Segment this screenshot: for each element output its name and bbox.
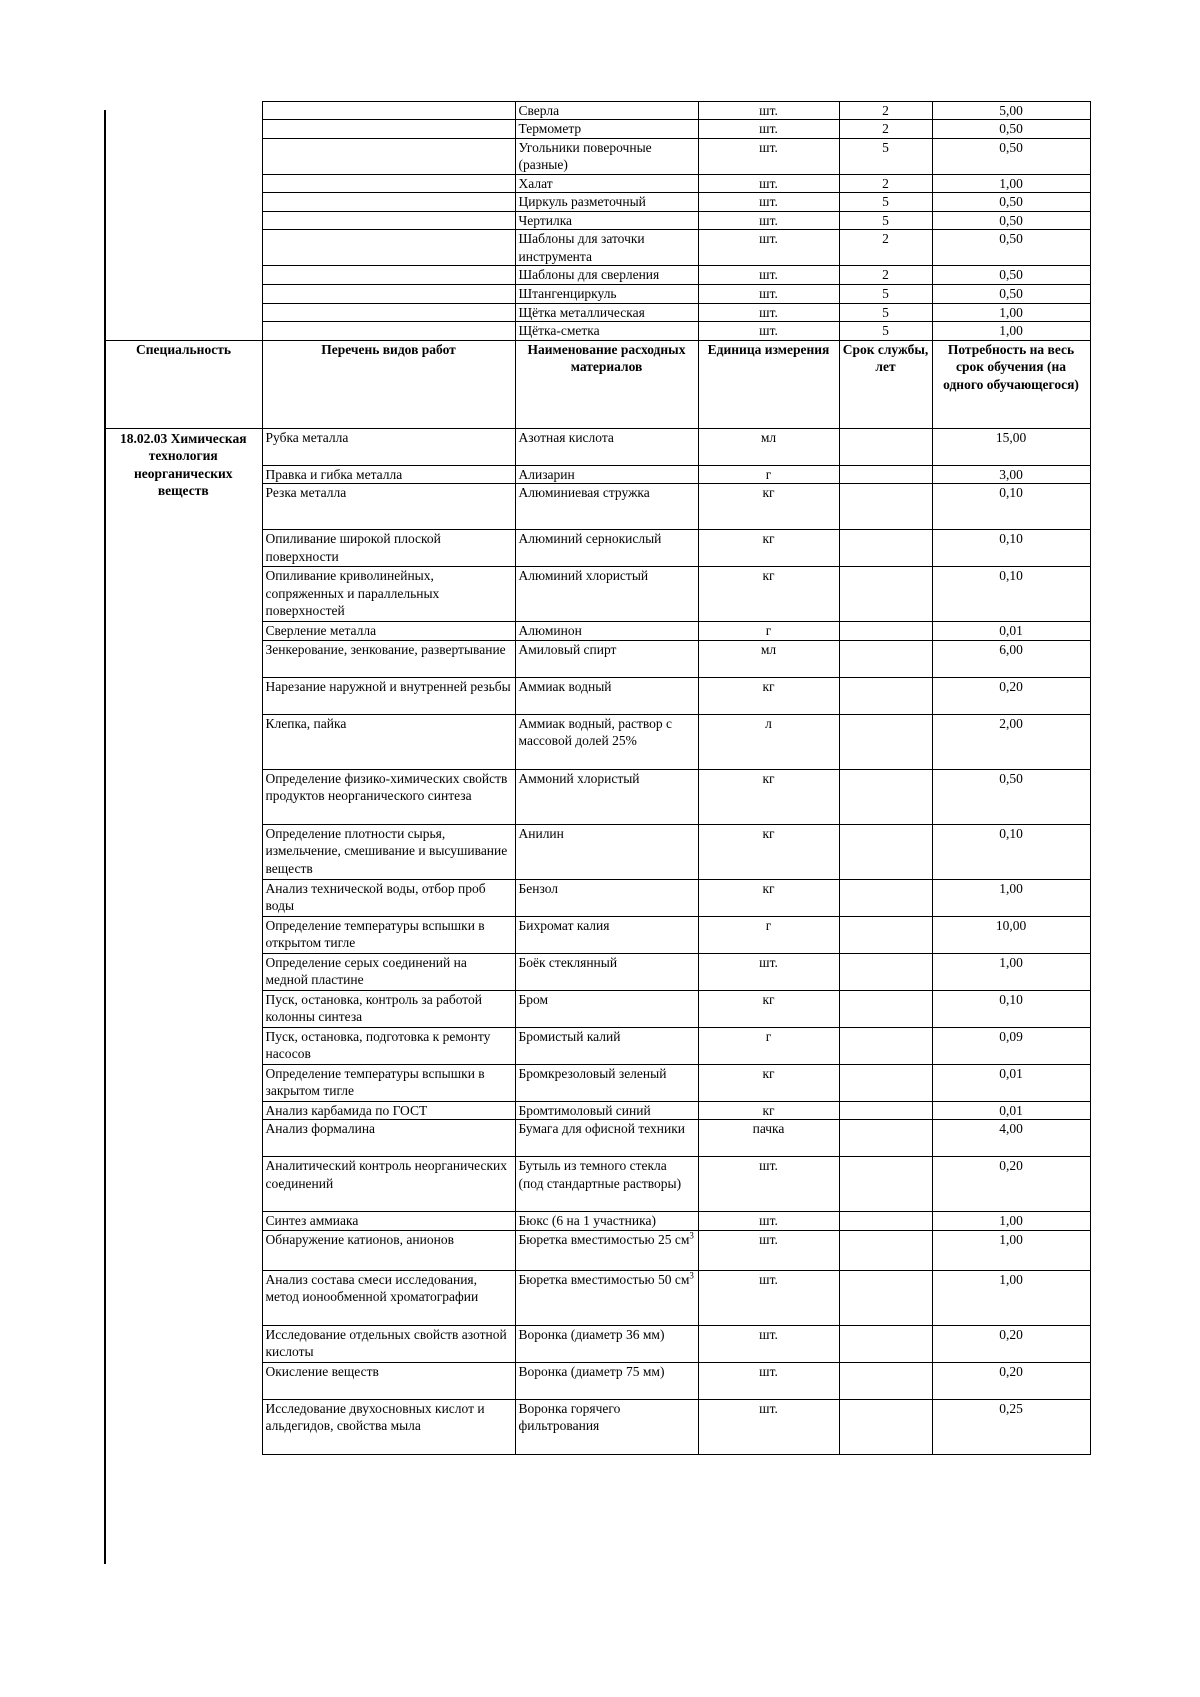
material-cell: Бензол (515, 879, 698, 916)
table-row (0, 322, 1090, 341)
life-cell (839, 1027, 932, 1064)
unit-cell: шт. (698, 101, 839, 120)
life-cell: 5 (839, 138, 932, 174)
life-cell: 2 (839, 174, 932, 193)
material-cell: Ализарин (515, 465, 698, 484)
material-cell: Азотная кислота (515, 428, 698, 465)
table-row (0, 303, 1090, 322)
need-cell: 0,25 (932, 1399, 1090, 1454)
life-cell (839, 640, 932, 677)
left-margin-cell (0, 1120, 105, 1157)
left-margin-cell (0, 138, 105, 174)
unit-cell: кг (698, 677, 839, 714)
need-cell: 1,00 (932, 174, 1090, 193)
need-cell: 0,10 (932, 567, 1090, 622)
left-margin-cell (0, 990, 105, 1027)
need-cell: 0,50 (932, 266, 1090, 285)
life-cell: 5 (839, 303, 932, 322)
life-cell (839, 428, 932, 465)
material-cell: Аммиак водный, раствор с массовой долей 25% (515, 714, 698, 769)
life-cell (839, 769, 932, 824)
need-cell: 2,00 (932, 714, 1090, 769)
need-cell: 1,00 (932, 879, 1090, 916)
life-cell (839, 879, 932, 916)
work-cell: Зенкерование, зенкование, развертывание (262, 640, 515, 677)
unit-cell: шт. (698, 1212, 839, 1231)
left-margin-cell (0, 484, 105, 530)
life-cell: 2 (839, 120, 932, 139)
material-cell: Алюминон (515, 622, 698, 641)
life-cell: 2 (839, 266, 932, 285)
specialty-cell (105, 101, 262, 120)
life-cell (839, 484, 932, 530)
need-cell: 10,00 (932, 916, 1090, 953)
unit-cell: кг (698, 567, 839, 622)
life-cell (839, 1101, 932, 1120)
specialty-cell (105, 266, 262, 285)
work-cell: Определение температуры вспышки в закрытом тигле (262, 1064, 515, 1101)
material-cell: Воронка (диаметр 36 мм) (515, 1325, 698, 1362)
need-cell: 5,00 (932, 101, 1090, 120)
left-margin-cell (0, 465, 105, 484)
life-cell (839, 1230, 932, 1270)
left-margin-cell (0, 622, 105, 641)
unit-cell: г (698, 465, 839, 484)
table-row (0, 428, 1090, 465)
need-cell: 1,00 (932, 953, 1090, 990)
unit-cell: шт. (698, 120, 839, 139)
life-cell: 5 (839, 211, 932, 230)
work-cell: Анализ карбамида по ГОСТ (262, 1101, 515, 1120)
material-cell: Алюминиевая стружка (515, 484, 698, 530)
header-works: Перечень видов работ (262, 340, 515, 428)
work-cell (262, 120, 515, 139)
life-cell (839, 824, 932, 879)
work-cell: Рубка металла (262, 428, 515, 465)
material-cell: Чертилка (515, 211, 698, 230)
life-cell (839, 1157, 932, 1212)
material-cell: Бромкрезоловый зеленый (515, 1064, 698, 1101)
work-cell (262, 303, 515, 322)
unit-cell: кг (698, 530, 839, 567)
unit-cell: шт. (698, 303, 839, 322)
need-cell: 0,10 (932, 990, 1090, 1027)
left-margin-cell (0, 824, 105, 879)
life-cell (839, 990, 932, 1027)
left-margin-cell (0, 677, 105, 714)
work-cell: Клепка, пайка (262, 714, 515, 769)
material-cell: Аммоний хлористый (515, 769, 698, 824)
left-margin-cell (0, 266, 105, 285)
work-cell (262, 322, 515, 341)
material-cell: Анилин (515, 824, 698, 879)
need-cell: 0,01 (932, 1101, 1090, 1120)
table-row (0, 101, 1090, 120)
unit-cell: шт. (698, 284, 839, 303)
table-row (0, 138, 1090, 174)
table-row (0, 193, 1090, 212)
work-cell (262, 174, 515, 193)
need-cell: 0,50 (932, 120, 1090, 139)
left-margin-cell (0, 284, 105, 303)
material-text: Бюретка вместимостью 50 см (518, 1271, 690, 1287)
need-cell: 0,09 (932, 1027, 1090, 1064)
material-cell: Бром (515, 990, 698, 1027)
need-cell: 1,00 (932, 1230, 1090, 1270)
life-cell (839, 1270, 932, 1325)
life-cell (839, 622, 932, 641)
specialty-cell (105, 211, 262, 230)
left-margin-cell (0, 428, 105, 465)
need-cell: 0,50 (932, 193, 1090, 212)
left-margin-cell (0, 303, 105, 322)
unit-cell: шт. (698, 193, 839, 212)
unit-cell: кг (698, 1064, 839, 1101)
need-cell: 1,00 (932, 322, 1090, 341)
unit-cell: шт. (698, 230, 839, 266)
left-margin-cell (0, 1270, 105, 1325)
material-cell: Халат (515, 174, 698, 193)
material-cell: Бутыль из темного стекла (под стандартные растворы) (515, 1157, 698, 1212)
unit-cell: мл (698, 428, 839, 465)
need-cell: 15,00 (932, 428, 1090, 465)
need-cell: 0,10 (932, 824, 1090, 879)
left-margin-cell (0, 322, 105, 341)
specialty-cell (105, 322, 262, 341)
work-cell: Анализ технической воды, отбор проб воды (262, 879, 515, 916)
work-cell: Анализ состава смеси исследования, метод ионообменной хроматографии (262, 1270, 515, 1325)
table-row (0, 230, 1090, 266)
specialty-cell (105, 174, 262, 193)
unit-cell: г (698, 916, 839, 953)
unit-cell: г (698, 1027, 839, 1064)
unit-cell: л (698, 714, 839, 769)
work-cell: Опиливание широкой плоской поверхности (262, 530, 515, 567)
work-cell: Определение серых соединений на медной пластине (262, 953, 515, 990)
life-cell (839, 1325, 932, 1362)
left-margin-cell (0, 120, 105, 139)
life-cell: 5 (839, 322, 932, 341)
header-unit: Единица измерения (698, 340, 839, 428)
header-specialty: Специальность (105, 340, 262, 428)
table-row (0, 120, 1090, 139)
left-margin-cell (0, 640, 105, 677)
unit-cell: шт. (698, 1399, 839, 1454)
left-margin-cell (0, 1325, 105, 1362)
material-cell: Воронка горячего фильтрования (515, 1399, 698, 1454)
unit-cell: шт. (698, 138, 839, 174)
material-cell: Бромтимоловый синий (515, 1101, 698, 1120)
left-margin-cell (0, 530, 105, 567)
need-cell: 0,50 (932, 211, 1090, 230)
material-cell: Штангенциркуль (515, 284, 698, 303)
work-cell (262, 284, 515, 303)
material-cell: Угольники поверочные (разные) (515, 138, 698, 174)
left-margin-cell (0, 340, 105, 428)
material-cell: Аммиак водный (515, 677, 698, 714)
work-cell (262, 101, 515, 120)
need-cell: 1,00 (932, 1212, 1090, 1231)
material-cell: Воронка (диаметр 75 мм) (515, 1362, 698, 1399)
work-cell (262, 211, 515, 230)
life-cell: 2 (839, 101, 932, 120)
life-cell (839, 953, 932, 990)
left-margin-cell (0, 916, 105, 953)
left-margin-cell (0, 211, 105, 230)
need-cell: 0,01 (932, 622, 1090, 641)
need-cell: 1,00 (932, 303, 1090, 322)
specialty-cell (105, 303, 262, 322)
need-cell: 6,00 (932, 640, 1090, 677)
need-cell: 0,10 (932, 530, 1090, 567)
work-cell: Правка и гибка металла (262, 465, 515, 484)
unit-cell: шт. (698, 266, 839, 285)
material-cell: Сверла (515, 101, 698, 120)
work-cell (262, 193, 515, 212)
unit-cell: шт. (698, 174, 839, 193)
material-cell: Боёк стеклянный (515, 953, 698, 990)
need-cell: 1,00 (932, 1270, 1090, 1325)
left-margin-cell (0, 769, 105, 824)
unit-cell: кг (698, 824, 839, 879)
work-cell (262, 230, 515, 266)
material-cell: Щётка металлическая (515, 303, 698, 322)
work-cell: Пуск, остановка, подготовка к ремонту насосов (262, 1027, 515, 1064)
work-cell: Окисление веществ (262, 1362, 515, 1399)
unit-cell: шт. (698, 1325, 839, 1362)
specialty-cell (105, 230, 262, 266)
material-cell: Алюминий сернокислый (515, 530, 698, 567)
work-cell: Анализ формалина (262, 1120, 515, 1157)
left-margin-cell (0, 1064, 105, 1101)
material-cell (515, 1230, 698, 1270)
material-cell: Бумага для офисной техники (515, 1120, 698, 1157)
work-cell: Определение физико-химических свойств продуктов неорганического синтеза (262, 769, 515, 824)
left-margin-cell (0, 714, 105, 769)
need-cell: 0,20 (932, 1157, 1090, 1212)
specialty-cell (105, 284, 262, 303)
unit-cell: шт. (698, 1230, 839, 1270)
life-cell (839, 1212, 932, 1231)
left-margin-cell (0, 1230, 105, 1270)
unit-cell: кг (698, 1101, 839, 1120)
life-cell: 2 (839, 230, 932, 266)
life-cell (839, 1362, 932, 1399)
unit-cell: шт. (698, 953, 839, 990)
unit-cell: кг (698, 769, 839, 824)
left-margin-cell (0, 879, 105, 916)
need-cell: 0,50 (932, 230, 1090, 266)
unit-cell: кг (698, 879, 839, 916)
table-row (0, 266, 1090, 285)
left-margin-cell (0, 1101, 105, 1120)
specialty-cell (105, 120, 262, 139)
work-cell: Синтез аммиака (262, 1212, 515, 1231)
life-cell (839, 916, 932, 953)
unit-cell: кг (698, 484, 839, 530)
material-superscript: 3 (689, 1230, 694, 1241)
work-cell: Резка металла (262, 484, 515, 530)
material-cell: Амиловый спирт (515, 640, 698, 677)
header-life: Срок службы, лет (839, 340, 932, 428)
left-margin-cell (0, 193, 105, 212)
material-cell: Шаблоны для заточки инструмента (515, 230, 698, 266)
left-margin-cell (0, 101, 105, 120)
need-cell: 4,00 (932, 1120, 1090, 1157)
life-cell (839, 567, 932, 622)
work-cell: Сверление металла (262, 622, 515, 641)
work-cell (262, 266, 515, 285)
work-cell: Пуск, остановка, контроль за работой колонны синтеза (262, 990, 515, 1027)
need-cell: 0,50 (932, 138, 1090, 174)
unit-cell: шт. (698, 1157, 839, 1212)
material-cell: Термометр (515, 120, 698, 139)
unit-cell: шт. (698, 1362, 839, 1399)
table-header-row (0, 340, 1090, 428)
material-cell: Циркуль разметочный (515, 193, 698, 212)
table-row (0, 174, 1090, 193)
table-row (0, 211, 1090, 230)
need-cell: 0,10 (932, 484, 1090, 530)
need-cell: 3,00 (932, 465, 1090, 484)
life-cell (839, 1120, 932, 1157)
life-cell (839, 1399, 932, 1454)
left-margin-cell (0, 230, 105, 266)
need-cell: 0,01 (932, 1064, 1090, 1101)
material-text: Бюретка вместимостью 25 см (518, 1231, 690, 1247)
material-cell: Бюкс (6 на 1 участника) (515, 1212, 698, 1231)
unit-cell: пачка (698, 1120, 839, 1157)
work-cell: Обнаружение катионов, анионов (262, 1230, 515, 1270)
left-margin-cell (0, 174, 105, 193)
need-cell: 0,20 (932, 1362, 1090, 1399)
work-cell: Опиливание криволинейных, сопряженных и параллельных поверхностей (262, 567, 515, 622)
need-cell: 0,20 (932, 677, 1090, 714)
life-cell (839, 530, 932, 567)
unit-cell: шт. (698, 1270, 839, 1325)
left-margin-cell (0, 1212, 105, 1231)
unit-cell: кг (698, 990, 839, 1027)
specialty-cell (105, 193, 262, 212)
life-cell: 5 (839, 284, 932, 303)
specialty-name: 18.02.03 Химическая технология неорганических веществ (119, 430, 247, 499)
work-cell: Определение плотности сырья, измельчение, смешивание и высушивание веществ (262, 824, 515, 879)
table-row (0, 284, 1090, 303)
unit-cell: шт. (698, 211, 839, 230)
life-cell (839, 714, 932, 769)
work-cell (262, 138, 515, 174)
material-cell: Бромистый калий (515, 1027, 698, 1064)
specialty-cell (105, 138, 262, 174)
material-cell: Шаблоны для сверления (515, 266, 698, 285)
left-margin-cell (0, 1399, 105, 1454)
need-cell: 0,20 (932, 1325, 1090, 1362)
left-margin-cell (0, 567, 105, 622)
work-cell: Исследование отдельных свойств азотной кислоты (262, 1325, 515, 1362)
material-cell (515, 1270, 698, 1325)
left-margin-cell (0, 1027, 105, 1064)
work-cell: Исследование двухосновных кислот и альдегидов, свойства мыла (262, 1399, 515, 1454)
specialty-cell (105, 428, 262, 1454)
work-cell: Нарезание наружной и внутренней резьбы (262, 677, 515, 714)
material-cell: Бихромат калия (515, 916, 698, 953)
left-margin-cell (0, 953, 105, 990)
material-cell: Алюминий хлористый (515, 567, 698, 622)
life-cell (839, 1064, 932, 1101)
header-materials: Наименование расходных материалов (515, 340, 698, 428)
need-cell: 0,50 (932, 769, 1090, 824)
life-cell: 5 (839, 193, 932, 212)
unit-cell: г (698, 622, 839, 641)
work-cell: Определение температуры вспышки в открытом тигле (262, 916, 515, 953)
unit-cell: мл (698, 640, 839, 677)
material-cell: Щётка-сметка (515, 322, 698, 341)
work-cell: Аналитический контроль неорганических соединений (262, 1157, 515, 1212)
life-cell (839, 677, 932, 714)
left-margin-cell (0, 1157, 105, 1212)
header-need: Потребность на весь срок обучения (на одного обучающегося) (932, 340, 1090, 428)
need-cell: 0,50 (932, 284, 1090, 303)
unit-cell: шт. (698, 322, 839, 341)
material-superscript: 3 (689, 1270, 694, 1281)
left-margin-cell (0, 1362, 105, 1399)
life-cell (839, 465, 932, 484)
